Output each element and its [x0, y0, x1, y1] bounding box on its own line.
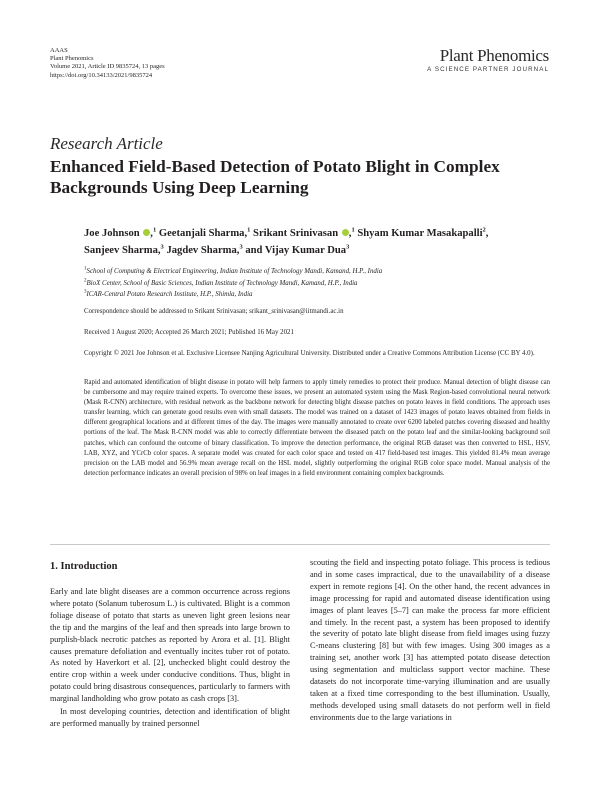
section-divider: [50, 544, 550, 545]
body-column-right: [310, 557, 550, 724]
author-list: [84, 226, 554, 259]
orcid-icon[interactable]: [342, 229, 349, 236]
author-name: Joe Johnson: [84, 228, 140, 239]
abstract: Rapid and automated identification of blight disease in potato will help farmers to apply timely remedies to protect their produce. Manual detection of blight disease can be cumbersome and may require trained experts. To overcome these issues, we present an automated system using the Mask Region-based convolutional neural network (Mask R-CNN) architecture, with residual network as the backbone network for detecting blight disease patches on potato leaves in field conditions. The approach uses transfer learning, which can generate good results even with small datasets. The model was trained on a dataset of 1423 images of potato leaves obtained from fields in different geographical locations and at different times of the day. The images were manually annotated to create over 6200 labeled patches covering diseased and healthy portions of the leaf. The Mask R-CNN model was able to correctly differentiate between the diseased patch on the potato leaf and the similar-looking background soil patches, which can confound the outcome of binary classification. To improve the detection performance, the original RGB dataset was then converted to HSL, HSV, LAB, XYZ, and YCrCb color spaces. A separate model was created for each color space and tested on 417 field-based test images. This yielded 81.4% mean average precision on the LAB model and 56.9% mean average recall on the HSL model, slightly outperforming the original RGB color space model. Manual analysis of the detection performance indicates an overall precision of 98% on leaf images in a field environment containing complex backgrounds.: [84, 379, 550, 477]
author[interactable]: Shyam Kumar Masakapalli$^2$,: [357, 226, 489, 239]
copyright-notice: Copyright © 2021 Joe Johnson et al. Exclusive Licensee Nanjing Agricultural University. Distributed under a Creative Commons Attribution License (CC BY 4.0).: [84, 350, 535, 357]
correspondence: Correspondence should be addressed to Srikant Srinivasan; srikant_srinivasan@iitmandi.ac.in: [84, 308, 344, 315]
journal-tagline: A SCIENCE PARTNER JOURNAL: [427, 66, 549, 73]
author[interactable]: Geetanjali Sharma,$^1$: [158, 226, 251, 239]
meta-journal: Plant Phenomics: [50, 55, 94, 63]
journal-name: Plant Phenomics: [439, 46, 549, 65]
meta-publisher: AAAS: [50, 47, 68, 54]
body-column-left: [50, 586, 290, 730]
author[interactable]: and Vijay Kumar Dua$^3$: [245, 242, 350, 256]
affiliation: $^2$BioX Center, School of Basic Sciences, Indian Institute of Technology Mandi, Kamand, H.P., India: [84, 278, 358, 287]
affiliation: $^3$ICAR-Central Potato Research Institute, H.P., Shimla, India: [84, 289, 253, 298]
section-heading: 1. Introduction: [50, 561, 118, 572]
affiliation: $^1$School of Computing & Electrical Engineering, Indian Institute of Technology Mandi, Kamand, H.P., India: [84, 266, 383, 275]
meta-volume: Volume 2021, Article ID 9835724, 13 pages: [50, 63, 165, 71]
author-name: and Vijay Kumar Dua: [245, 244, 347, 256]
journal-meta: [50, 47, 165, 80]
affiliations: [84, 266, 382, 301]
author[interactable]: Jagdev Sharma,$^3$: [166, 242, 243, 256]
author[interactable]: Srikant Srinivasan ,$^1$: [253, 226, 355, 239]
author-name: Shyam Kumar Masakapalli: [357, 228, 483, 239]
author[interactable]: Joe Johnson ,$^1$: [84, 226, 157, 239]
journal-logo: [427, 47, 549, 73]
page-title: Enhanced Field-Based Detection of Potato Blight in Complex Backgrounds Using Deep Learning: [50, 157, 500, 197]
paragraph: Early and late blight diseases are a common occurrence across regions where potato (Solanum tuberosum L.) is cultivated. Blight is a common foliage disease of potato that starts as uneven light green lesions near the tip and the margins of the leaf and then spreads into large brown to purplish-black necrotic patches as reported by Arora et al. [1]. Blight causes premature defoliation and eventually incites tuber rot of potato. As noted by Haverkort et al. [2], unchecked blight could destroy the entire crop within a week under conducive conditions. Thus, blight in potato could bring disastrous consequences, particularly to farmers with marginal landholding who grow potato as cash crops [3].: [50, 587, 290, 704]
article-type: Research Article: [50, 134, 163, 153]
author-name: Srikant Srinivasan: [253, 228, 339, 239]
paragraph: In most developing countries, detection and identification of blight are performed manually by trained personnel: [50, 707, 290, 728]
author[interactable]: Sanjeev Sharma,$^3$: [84, 242, 164, 256]
paragraph: scouting the field and inspecting potato foliage. This process is tedious and in some cases impractical, due to the unavailability of a disease expert in remote regions [4]. On the other hand, the recent advances in image processing for rapid and automated disease identification using images of plant leaves [5–7] can make the process far more efficient and timely. In the recent past, a system has been proposed to identify the severity of potato late blight disease from field images using fuzzy C-means clustering [8] but with few images. Using 300 images as a training set, another work [3] has attempted potato disease detection using segmentation and multiclass support vector machine. These datasets do not incorporate time-varying illumination and are usually taken at a fixed time corresponding to the best illumination. Usually, methods developed using small datasets do not perform well in field environments due to the large variations in: [310, 558, 550, 722]
author-name: Geetanjali Sharma: [158, 228, 245, 239]
author-name: Sanjeev Sharma: [84, 244, 158, 256]
publication-dates: Received 1 August 2020; Accepted 26 March 2021; Published 16 May 2021: [84, 329, 294, 336]
author-name: Jagdev Sharma: [166, 244, 237, 256]
meta-doi-link[interactable]: https://doi.org/10.34133/2021/9835724: [50, 71, 153, 79]
